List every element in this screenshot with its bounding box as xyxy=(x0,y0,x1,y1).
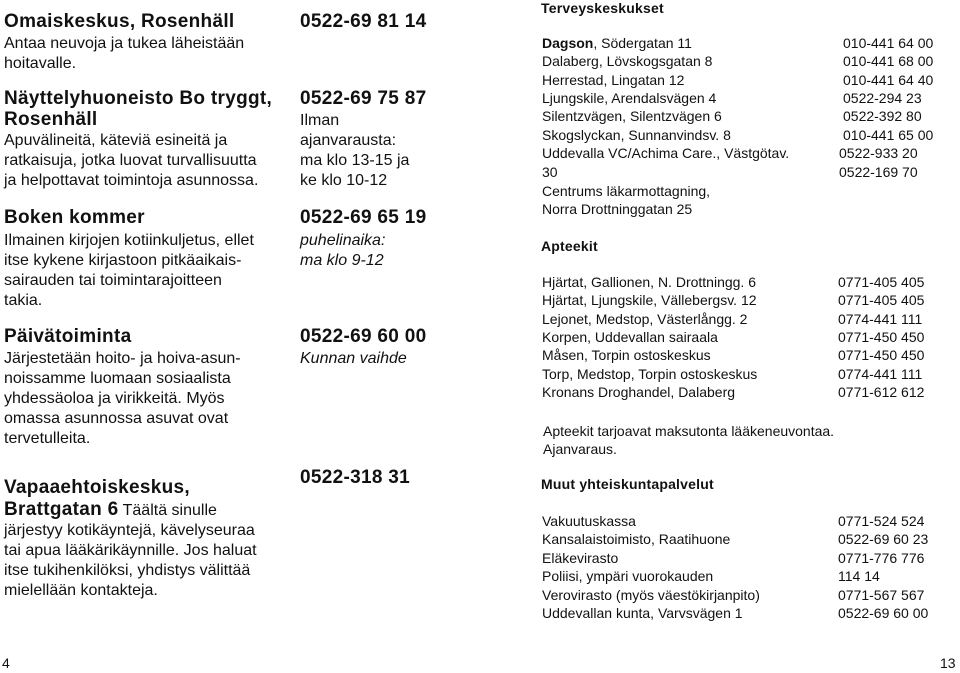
intro-text: Täältä sinulle xyxy=(118,502,217,519)
note-line: Ilman xyxy=(300,112,340,129)
item-name: Torp, Medstop, Torpin ostoskeskus xyxy=(542,366,758,382)
entry-title: Päivätoiminta xyxy=(4,326,132,347)
apteekit-note-line: Ajanvaraus. xyxy=(543,441,617,457)
item-name: Kansalaistoimisto, Raatihuone xyxy=(542,531,731,547)
desc-line: Järjestetään hoito- ja hoiva-asun- xyxy=(4,350,241,367)
apteekit-note-line: Apteekit tarjoavat maksutonta lääkeneuvontaa. xyxy=(543,423,835,439)
item-name: Vakuutuskassa xyxy=(542,513,636,529)
item-phone: 0771-524 524 xyxy=(838,513,925,529)
entry-title: Boken kommer xyxy=(4,207,145,228)
item-name: Norra Drottninggatan 25 xyxy=(542,201,693,217)
section-heading-muut: Muut yhteiskuntapalvelut xyxy=(541,476,714,492)
entry-description xyxy=(4,349,241,449)
item-name: Hjärtat, Gallionen, N. Drottningg. 6 xyxy=(542,274,756,290)
desc-line: järjestyy kotikäyntejä, kävelyseuraa xyxy=(4,522,255,539)
item-phone: 0771-405 405 xyxy=(838,274,925,290)
item-phone: 010-441 65 00 xyxy=(843,127,934,143)
item-name: Dalaberg, Lövskogsgatan 8 xyxy=(542,53,713,69)
address-bold: Brattgatan 6 xyxy=(4,499,119,520)
note-line: ma klo 13-15 ja xyxy=(300,152,410,169)
entry-title-line2 xyxy=(4,499,217,521)
desc-line: itse tukihenkilöksi, yhdistys välittää xyxy=(4,562,251,579)
item-phone: 0771-405 405 xyxy=(838,292,925,308)
desc-line: yhdessäoloa ja virikkeitä. Myös xyxy=(4,390,225,407)
item-name: Hjärtat, Ljungskile, Vällebergsv. 12 xyxy=(542,292,757,308)
item-name: Eläkevirasto xyxy=(542,550,619,566)
item-name: 30 xyxy=(542,164,558,180)
entry-description xyxy=(4,131,258,191)
item-phone: 0771-450 450 xyxy=(838,329,925,345)
item-phone: 0774-441 111 xyxy=(838,311,923,327)
item-name: Herrestad, Lingatan 12 xyxy=(542,72,685,88)
entry-title: Omaiskeskus, Rosenhäll xyxy=(4,11,235,32)
desc-line: tai apua lääkärikäynnille. Jos haluat xyxy=(4,542,257,559)
entry-description xyxy=(4,231,254,311)
item-name: Uddevalla VC/Achima Care., Västgötav. xyxy=(542,145,790,161)
desc-line: ja helpottavat toimintoja asunnossa. xyxy=(4,172,259,189)
desc-line: ratkaisuja, jotka luovat turvallisuutta xyxy=(4,152,257,169)
item-phone: 0771-776 776 xyxy=(838,550,925,566)
item-phone: 0771-567 567 xyxy=(838,587,925,603)
item-name: Skogslyckan, Sunnanvindsv. 8 xyxy=(542,127,731,143)
desc-line: sairauden tai toimintarajoitteen xyxy=(4,272,222,289)
entry-phone-note: Kunnan vaihde xyxy=(300,350,407,367)
entry-phone-notes xyxy=(300,111,409,191)
desc-line: Ilmainen kirjojen kotiinkuljetus, ellet xyxy=(4,232,254,249)
note-line: puhelinaika: xyxy=(300,232,386,249)
desc-line: itse kykene kirjastoon pitkäaikais- xyxy=(4,252,242,269)
item-phone: 010-441 68 00 xyxy=(843,53,934,69)
item-name: Centrums läkarmottagning, xyxy=(542,183,711,199)
item-name: Uddevallan kunta, Varvsvägen 1 xyxy=(542,605,743,621)
note-line: ma klo 9-12 xyxy=(300,252,384,269)
section-heading-terveyskeskukset: Terveyskeskukset xyxy=(541,0,664,16)
desc-line: mielellään kontakteja. xyxy=(4,582,158,599)
note-line: ke klo 10-12 xyxy=(300,172,388,189)
item-phone: 114 14 xyxy=(838,568,880,584)
entry-title xyxy=(4,88,272,130)
item-name: Måsen, Torpin ostoskeskus xyxy=(542,347,711,363)
desc-line: noissamme luomaan sosiaalista xyxy=(4,370,231,387)
entry-title: Vapaaehtoiskeskus, xyxy=(4,477,191,498)
item-name: Ljungskile, Arendalsvägen 4 xyxy=(542,90,717,106)
item-name: Silentzvägen, Silentzvägen 6 xyxy=(542,108,722,124)
entry-phone-notes xyxy=(300,231,385,271)
item-phone: 0522-169 70 xyxy=(839,164,918,180)
item-name: Korpen, Uddevallan sairaala xyxy=(542,329,718,345)
title-line: Näyttelyhuoneisto Bo tryggt, xyxy=(4,88,273,109)
title-line: Rosenhäll xyxy=(4,109,98,130)
name-bold: Dagson xyxy=(542,35,594,51)
item-phone: 010-441 64 00 xyxy=(843,35,934,51)
item-name: Lejonet, Medstop, Västerlångg. 2 xyxy=(542,311,748,327)
item-name: Verovirasto (myös väestökirjanpito) xyxy=(542,587,760,603)
name-rest: , Södergatan 11 xyxy=(593,35,692,51)
item-name: Poliisi, ympäri vuorokauden xyxy=(542,568,714,584)
item-name: Kronans Droghandel, Dalaberg xyxy=(542,384,736,400)
desc-line: takia. xyxy=(4,292,43,309)
item-phone: 010-441 64 40 xyxy=(843,72,934,88)
desc-line: hoitavalle. xyxy=(4,55,77,72)
item-phone: 0522-294 23 xyxy=(843,90,922,106)
entry-phone: 0522-69 75 87 xyxy=(300,88,427,109)
desc-line: Antaa neuvoja ja tukea läheistään xyxy=(4,35,245,52)
item-phone: 0771-612 612 xyxy=(838,384,925,400)
item-name xyxy=(542,35,692,52)
entry-description xyxy=(4,34,244,74)
item-phone: 0522-69 60 23 xyxy=(838,531,929,547)
page-number-left: 4 xyxy=(2,655,10,671)
entry-phone: 0522-69 81 14 xyxy=(300,11,427,32)
item-phone: 0522-69 60 00 xyxy=(838,605,929,621)
page-number-right: 13 xyxy=(940,655,956,671)
desc-line: tervetulleita. xyxy=(4,430,91,447)
entry-description xyxy=(4,521,257,601)
desc-line: Apuvälineitä, käteviä esineitä ja xyxy=(4,132,228,149)
entry-phone: 0522-69 60 00 xyxy=(300,326,427,347)
section-heading-apteekit: Apteekit xyxy=(541,238,598,254)
entry-phone: 0522-69 65 19 xyxy=(300,207,427,228)
item-phone: 0522-933 20 xyxy=(839,145,918,161)
note-line: ajanvarausta: xyxy=(300,132,397,149)
entry-phone: 0522-318 31 xyxy=(300,467,411,488)
item-phone: 0774-441 111 xyxy=(838,366,923,382)
item-phone: 0771-450 450 xyxy=(838,347,925,363)
desc-line: omassa asunnossa asuvat ovat xyxy=(4,410,229,427)
item-phone: 0522-392 80 xyxy=(843,108,922,124)
